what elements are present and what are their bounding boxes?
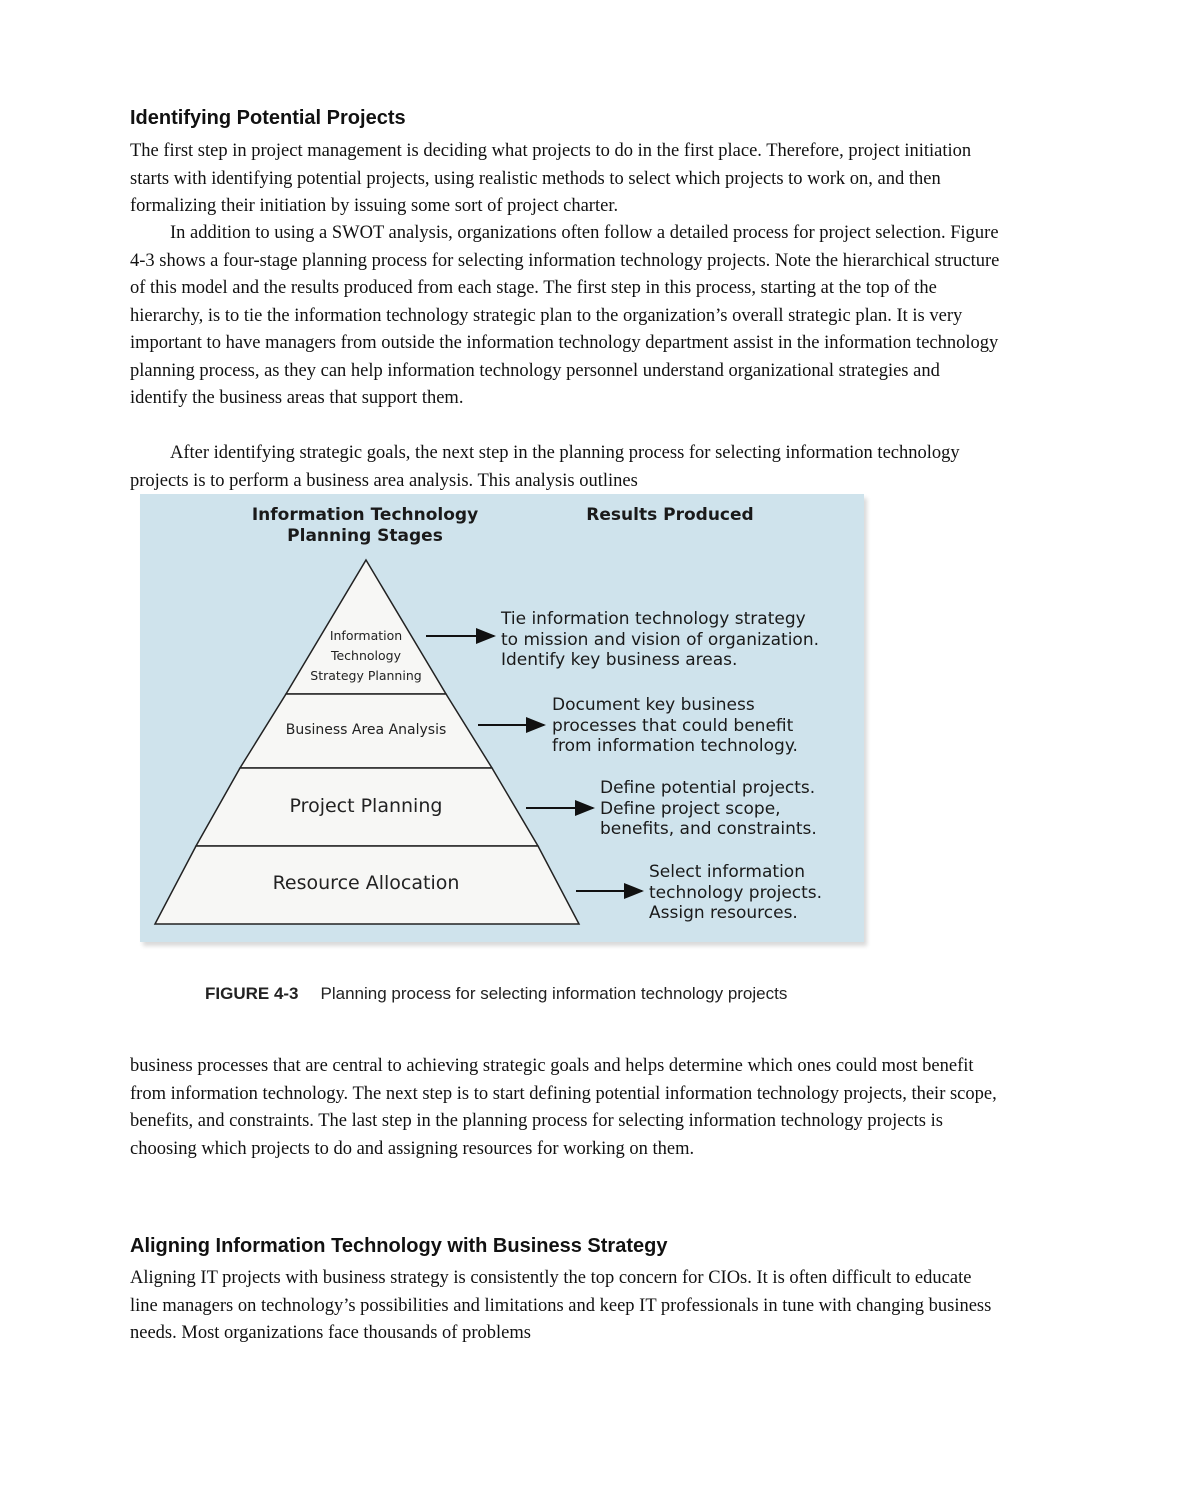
stage-label-project-planning: Project Planning <box>289 795 443 817</box>
header-results-produced: Results Produced <box>586 505 754 525</box>
paragraph-4: business processes that are central to achieving strategic goals and helps determine which ones could most benefit from information technology. The next step is to start defining potential information technology projects, their scope, benefits, and constraints. The last step in the planning process for selecting information technology projects is choosing which projects to do and assigning resources for working on them. <box>130 1056 997 1159</box>
figure-4-3 <box>140 494 864 942</box>
paragraph-5: Aligning IT projects with business strategy is consistently the top concern for CIOs. It is often difficult to educate line managers on technology’s possibilities and limitations and keep IT professionals in tune with changing business needs. Most organizations face thousands of problems <box>130 1268 992 1343</box>
figure-caption <box>205 984 787 1004</box>
caption-label: FIGURE 4-3 <box>205 984 299 1003</box>
section-heading-aligning-it: Aligning Information Technology with Business Strategy <box>130 1235 668 1257</box>
stage-label-business-area-analysis: Business Area Analysis <box>285 722 447 738</box>
paragraph-1: The first step in project management is deciding what projects to do in the first place. Therefore, project initiation starts with identifying potential projects, using realistic methods to select which projects to work on, and then formalizing their initiation by issuing some sort of project charter. <box>130 141 972 216</box>
paragraph-2: In addition to using a SWOT analysis, organizations often follow a detailed process for project selection. Figure 4-3 shows a four-stage planning process for selecting information technology projects. Note the hierarchical structure of this model and the results produced from each stage. The first step in this process, starting at the top of the hierarchy, is to tie the information technology strategic plan to the organization’s overall strategic plan. It is very important to have managers from outside the information technology department assist in the information technology planning process, as they can help information technology personnel understand organizational strategies and identify the business areas that support them. <box>130 223 1000 408</box>
result-business: Document key business processes that could benefit from information technology. <box>552 695 798 756</box>
paragraph-3: After identifying strategic goals, the next step in the planning process for selecting information technology projects is to perform a business area analysis. This analysis outlines <box>130 443 960 491</box>
result-resource: Select information technology projects. Assign resources. <box>649 862 823 923</box>
header-planning-stages: Information Technology Planning Stages <box>251 505 479 546</box>
caption-text: Planning process for selecting information technology projects <box>320 984 788 1003</box>
result-strategy: Tie information technology strategy to mission and vision of organization. Identify key business areas. <box>501 609 819 670</box>
stage-label-strategy-planning: Information Technology Strategy Planning <box>310 628 422 683</box>
section-heading-identifying-projects: Identifying Potential Projects <box>130 107 406 129</box>
result-project: Define potential projects. Define project scope, benefits, and constraints. <box>600 778 817 839</box>
stage-label-resource-allocation: Resource Allocation <box>272 872 460 894</box>
